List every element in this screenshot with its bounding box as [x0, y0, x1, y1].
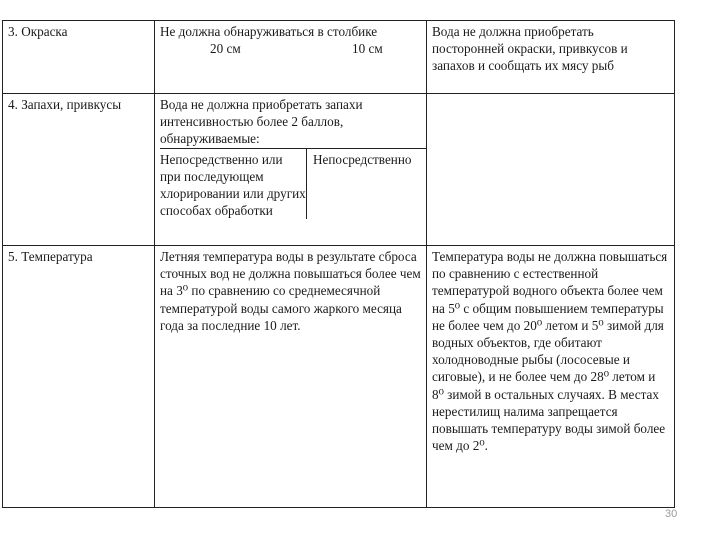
fishery-odors [427, 94, 675, 246]
odors-sub-right: Непосредственно [307, 148, 427, 219]
indicator-color: 3. Окраска [3, 21, 155, 94]
column-height-20: 20 см [210, 41, 241, 57]
table-row-temperature [3, 246, 675, 508]
household-odors [155, 94, 427, 246]
odors-sub-table [160, 148, 426, 220]
household-color-text: Не должна обнаруживаться в столбике [160, 24, 378, 39]
household-temperature: Летняя температура воды в результате сброса сточных вод не должна повышаться более чем на 3⁰ по сравнению со среднемесячной температурой воды самого жаркого месяца года за последние 10 лет. [155, 246, 427, 508]
fishery-temperature: Температура воды не должна повышаться по сравнению с естественной температурой водного объекта более чем на 5⁰ с общим повышением температуры не более чем до 20⁰ летом и 5⁰ зимой для водных объектов, где обитают холодноводные рыбы (лососевые и сиговые), и не более чем до 28⁰ летом и 8⁰ зимой в остальных случаях. В местах нерестилищ налима запрещается повышать температуру воды зимой более чем до 2⁰. [427, 246, 675, 508]
household-odors-intro: Вода не должна приобретать запахи интенсивностью более 2 баллов, обнаруживаемые: [160, 97, 363, 147]
water-quality-table [2, 20, 675, 508]
column-height-10: 10 см [352, 41, 383, 57]
indicator-odors: 4. Запахи, привкусы [3, 94, 155, 246]
table-row-color [3, 21, 675, 94]
page-number: 30 [665, 508, 678, 520]
household-color [155, 21, 427, 94]
odors-sub-left: Непосредственно или при последующем хлорировании или других способах обработки [160, 148, 307, 219]
fishery-color: Вода не должна приобретать посторонней окраски, привкусов и запахов и сообщать их мясу рыб [427, 21, 675, 94]
indicator-temperature: 5. Температура [3, 246, 155, 508]
table-row-odors [3, 94, 675, 246]
column-heights [160, 40, 421, 57]
